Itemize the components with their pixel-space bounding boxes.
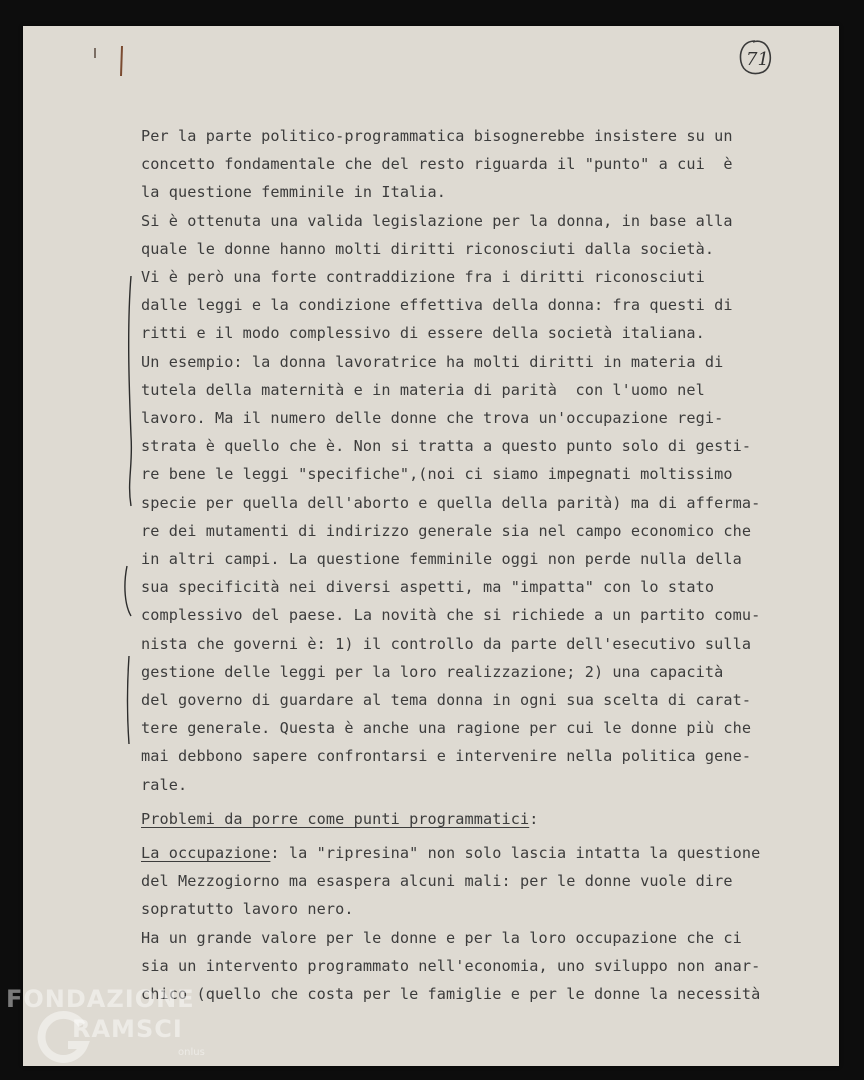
- text-line: Per la parte politico-programmatica bisognerebbe insistere su un: [141, 127, 733, 145]
- text-line: del Mezzogiorno ma esaspera alcuni mali: per le donne vuole dire: [141, 872, 733, 891]
- text-line: gestione delle leggi per la loro realizzazione; 2) una capacità: [141, 662, 724, 681]
- watermark-line1: FONDAZIONE: [6, 985, 195, 1013]
- watermark-logo: [0, 985, 230, 1080]
- text-line: ritti e il modo complessivo di essere della società italiana.: [141, 324, 705, 343]
- text-line: Ha un grande valore per le donne e per la loro occupazione che ci: [141, 928, 742, 947]
- paper-mark: [91, 42, 131, 82]
- section-heading: [141, 805, 831, 833]
- text-line: mai debbono sapere confrontarsi e intervenire nella politica gene-: [141, 747, 752, 766]
- occupation-first-line: [141, 839, 831, 867]
- text-line: specie per quella dell'aborto e quella della parità) ma di afferma-: [141, 493, 761, 512]
- text-line: chico (quello che costa per le famiglie e per le donne la necessità: [141, 985, 761, 1004]
- text-line: Un esempio: la donna lavoratrice ha molti diritti in materia di: [141, 352, 724, 371]
- text-line: dalle leggi e la condizione effettiva della donna: fra questi di: [141, 296, 733, 315]
- text-line: re dei mutamenti di indirizzo generale sia nel campo economico che: [141, 521, 752, 540]
- text-line: sua specificità nei diversi aspetti, ma "impatta" con lo stato: [141, 578, 715, 597]
- page-number-stamp: [737, 38, 773, 78]
- text-line: Si è ottenuta una valida legislazione per la donna, in base alla: [141, 211, 733, 230]
- text-line: lavoro. Ma il numero delle donne che trova un'occupazione regi-: [141, 409, 724, 428]
- text-line: Vi è però una forte contraddizione fra i diritti riconosciuti: [141, 268, 705, 287]
- occupation-line-rest: : la "ripresina" non solo lascia intatta la questione: [270, 844, 761, 863]
- section-heading-colon: :: [529, 809, 539, 828]
- text-line: la questione femminile in Italia.: [141, 183, 447, 202]
- text-line: del governo di guardare al tema donna in ogni sua scelta di carat-: [141, 691, 752, 710]
- document-page: [23, 26, 839, 1066]
- text-line: concetto fondamentale che del resto riguarda il "punto" a cui è: [141, 155, 733, 174]
- text-line: strata è quello che è. Non si tratta a questo punto solo di gesti-: [141, 437, 752, 456]
- text-line: rale.: [141, 775, 188, 794]
- text-line: complessivo del paese. La novità che si richiede a un partito comu-: [141, 606, 761, 625]
- text-line: sia un intervento programmato nell'economia, uno sviluppo non anar-: [141, 956, 761, 975]
- watermark-line2: RAMSCI: [72, 1015, 183, 1043]
- text-line: tere generale. Questa è anche una ragione per cui le donne più che: [141, 719, 752, 738]
- page-number-text: 71: [746, 49, 769, 70]
- text-line: re bene le leggi "specifiche",(noi ci siamo impegnati moltissimo: [141, 465, 733, 484]
- text-line: quale le donne hanno molti diritti riconosciuti dalla società.: [141, 239, 715, 258]
- text-line: nista che governi è: 1) il controllo da parte dell'esecutivo sulla: [141, 634, 752, 653]
- watermark-line3: onlus: [178, 1047, 205, 1058]
- section-heading-text: Problemi da porre come punti programmatici: [141, 809, 530, 828]
- text-line: sopratutto lavoro nero.: [141, 900, 354, 919]
- text-line: tutela della maternità e in materia di parità con l'uomo nel: [141, 380, 705, 399]
- text-line: in altri campi. La questione femminile oggi non perde nulla della: [141, 550, 742, 569]
- occupation-label: La occupazione: [141, 844, 271, 863]
- document-body: [141, 122, 831, 1008]
